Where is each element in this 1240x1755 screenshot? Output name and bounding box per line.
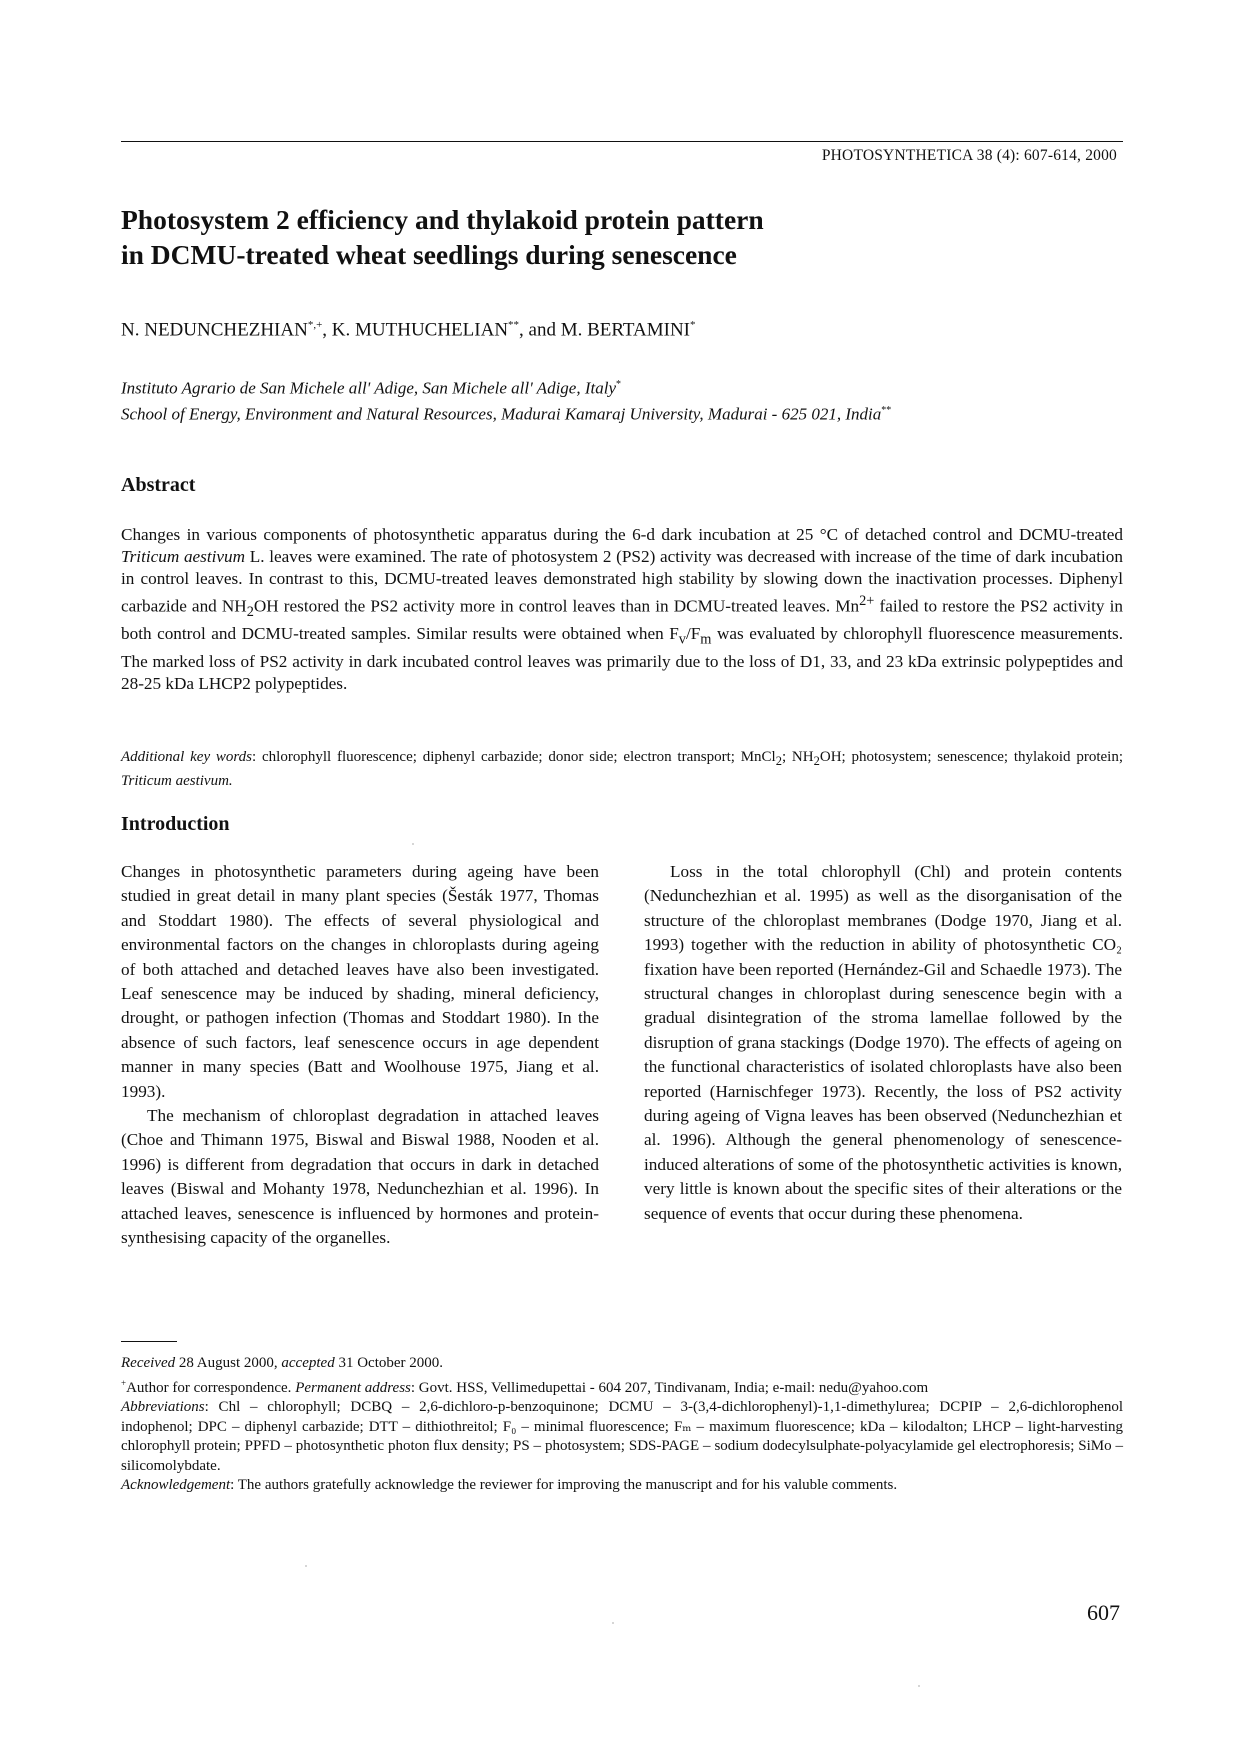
correspondence-text: Author for correspondence. <box>126 1379 296 1396</box>
introduction-heading: Introduction <box>121 813 230 835</box>
scan-speck <box>612 1622 614 1624</box>
abstract-text-1: Changes in various components of photosynthetic apparatus during the 6-d dark incubation at 25 °C of detached control and DCMU-treated <box>121 525 1123 544</box>
key-words-text-2: ; NH <box>781 749 814 765</box>
footnotes <box>121 1354 1123 1496</box>
scan-speck <box>305 1565 307 1567</box>
abstract-heading: Abstract <box>121 474 196 496</box>
title-line-1: Photosystem 2 efficiency and thylakoid protein pattern <box>121 204 764 235</box>
abstract-text-3: OH restored the PS2 activity more in control leaves than in DCMU-treated leaves. Mn <box>253 596 860 616</box>
author-3: , and M. BERTAMINI <box>519 319 691 341</box>
affiliation-2-mark: ** <box>881 404 892 416</box>
intro-paragraph-1: Changes in photosynthetic parameters during ageing have been studied in great detail in many plant species (Šesták 1977, Thomas and Stoddart 1980). The effects of several physiological and environmental factors on the changes in chloroplasts during ageing of both attached and detached leaves have also been investigated. Leaf senescence may be induced by shading, mineral deficiency, drought, or pathogen infection (Thomas and Stoddart 1980). In the absence of such factors, leaf senescence occurs in age dependent manner in many species (Batt and Woolhouse 1975, Jiang et al. 1993). <box>121 862 599 1101</box>
correspondence-mark: + <box>121 1377 127 1388</box>
abstract-sub-2: 2 <box>246 604 254 621</box>
scan-speck <box>412 843 414 845</box>
key-words-species: Triticum aestivum. <box>121 773 233 789</box>
abstract-species: Triticum aestivum <box>121 547 246 566</box>
header-rule <box>121 141 1123 142</box>
abstract-sub-v: v <box>678 631 686 648</box>
journal-citation: PHOTOSYNTHETICA 38 (4): 607-614, 2000 <box>821 147 1117 164</box>
received-label: Received <box>121 1355 176 1371</box>
affiliation-1-mark: * <box>616 379 621 390</box>
affiliation-1 <box>121 374 1121 400</box>
intro-paragraph-2: The mechanism of chloroplast degradation in attached leaves (Choe and Thimann 1975, Biswal and Biswal 1988, Nooden et al. 1996) is different from degradation that occurs in dark in detached leaves (Biswal and Mohanty 1978, Nedunchezhian et al. 1996). In attached leaves, senescence is influenced by hormones and protein-synthesising capacity of the organelles. <box>121 1106 599 1248</box>
abstract-body <box>121 524 1123 695</box>
key-words-sub-2: 2 <box>813 754 820 768</box>
key-words-sub-1: 2 <box>775 754 782 768</box>
abstract-paragraph <box>121 524 1123 695</box>
acknowledgement-note <box>121 1476 1123 1496</box>
introduction-right-column <box>644 860 1122 1226</box>
author-2: , K. MUTHUCHELIAN <box>322 319 509 341</box>
page-number: 607 <box>1087 1600 1120 1625</box>
author-3-mark: * <box>690 319 696 331</box>
abbreviations-label: Abbreviations <box>121 1399 205 1415</box>
key-words <box>121 747 1123 791</box>
affiliation-2 <box>121 400 1121 426</box>
scan-speck <box>918 1685 920 1687</box>
author-list <box>121 319 696 341</box>
received-note <box>121 1354 1123 1374</box>
abstract-sup-mn: 2+ <box>859 593 875 609</box>
key-words-label: Additional key words <box>121 749 253 765</box>
key-words-text-3: OH; photosystem; senescence; thylakoid protein; <box>819 749 1123 765</box>
affiliation-2-text: School of Energy, Environment and Natural Resources, Madurai Kamaraj University, Madurai - 625 021, India <box>121 404 882 424</box>
permanent-address-label: Permanent address <box>295 1379 411 1396</box>
author-1: N. NEDUNCHEZHIAN <box>121 319 308 341</box>
received-date: 28 August 2000, <box>175 1355 282 1371</box>
accepted-label: accepted <box>281 1355 335 1371</box>
abbreviations-note <box>121 1398 1123 1476</box>
affiliations <box>121 374 1121 425</box>
introduction-left-column <box>121 860 599 1251</box>
affiliation-1-text: Instituto Agrario de San Michele all' Adige, San Michele all' Adige, Italy <box>121 378 616 398</box>
acknowledgement-text: : The authors gratefully acknowledge the reviewer for improving the manuscript and for his valuble comments. <box>230 1477 898 1493</box>
author-2-mark: ** <box>508 319 520 331</box>
abbreviations-text: : Chl – chlorophyll; DCBQ – 2,6-dichloro-p-benzoquinone; DCMU – 3-(3,4-dichlorophenyl)-1,1-dimethylurea; DCPIP – 2,6-dichlorophenol indophenol; DPC – diphenyl carbazide; DTT – dithiothreitol; F₀ – minimal fluorescence; Fₘ – maximum fluorescence; kDa – kilodalton; LHCP – light-harvesting chlorophyll protein; PPFD – photosynthetic photon flux density; PS – photosystem; SDS-PAGE – sodium dodecylsulphate-polyacylamide gel electrophoresis; SiMo – silicomolybdate. <box>121 1399 1123 1474</box>
key-words-text-1: : chlorophyll fluorescence; diphenyl carbazide; donor side; electron transport; MnCl <box>252 749 776 765</box>
intro-paragraph-3: Loss in the total chlorophyll (Chl) and protein contents (Nedunchezhian et al. 1995) as well as the disorganisation of the structure of the chloroplast membranes (Dodge 1970, Jiang et al. 1993) together with the reduction in ability of photosynthetic CO₂ fixation have been reported (Hernández-Gil and Schaedle 1973). The structural changes in chloroplast during senescence begin with a gradual disintegration of the stroma lamellae followed by the disruption of grana stackings (Dodge 1970). The effects of ageing on the functional characteristics of isolated chloroplasts have also been reported (Harnischfeger 1973). Recently, the loss of PS2 activity during ageing of Vigna leaves has been observed (Nedunchezhian et al. 1996). Although the general phenomenology of senescence-induced alterations of some of the photosynthetic activities is known, very little is known about the specific sites of their alterations or the sequence of events that occur during these phenomena. <box>644 862 1122 1223</box>
abstract-sub-m: m <box>700 631 712 648</box>
abstract-text-5: /F <box>685 624 701 644</box>
title-line-2: in DCMU-treated wheat seedlings during senescence <box>121 239 737 270</box>
acknowledgement-label: Acknowledgement <box>121 1477 231 1493</box>
abstract-text-6: was evaluated by chlorophyll fluorescence measurements. The marked loss of PS2 activity in dark incubated control leaves was primarily due to the loss of D1, 33, and 23 kDa extrinsic polypeptides and 28-25 kDa LHCP2 polypeptides. <box>121 624 1123 693</box>
article-title <box>121 202 1121 272</box>
accepted-date: 31 October 2000. <box>334 1355 444 1371</box>
abstract-text-4: failed to restore the PS2 activity in both control and DCMU-treated samples. Similar results were obtained when F <box>121 596 1123 644</box>
correspondence-note <box>121 1374 1123 1399</box>
author-1-mark: *,+ <box>307 319 323 331</box>
permanent-address: : Govt. HSS, Vellimedupettai - 604 207, Tindivanam, India; e-mail: nedu@yahoo.com <box>410 1379 929 1396</box>
footnote-rule <box>121 1341 177 1342</box>
abstract-text-2: L. leaves were examined. The rate of photosystem 2 (PS2) activity was decreased with increase of the time of dark incubation in control leaves. In contrast to this, DCMU-treated leaves demonstrated high stability by slowing down the inactivation processes. Diphenyl carbazide and NH <box>121 547 1123 616</box>
